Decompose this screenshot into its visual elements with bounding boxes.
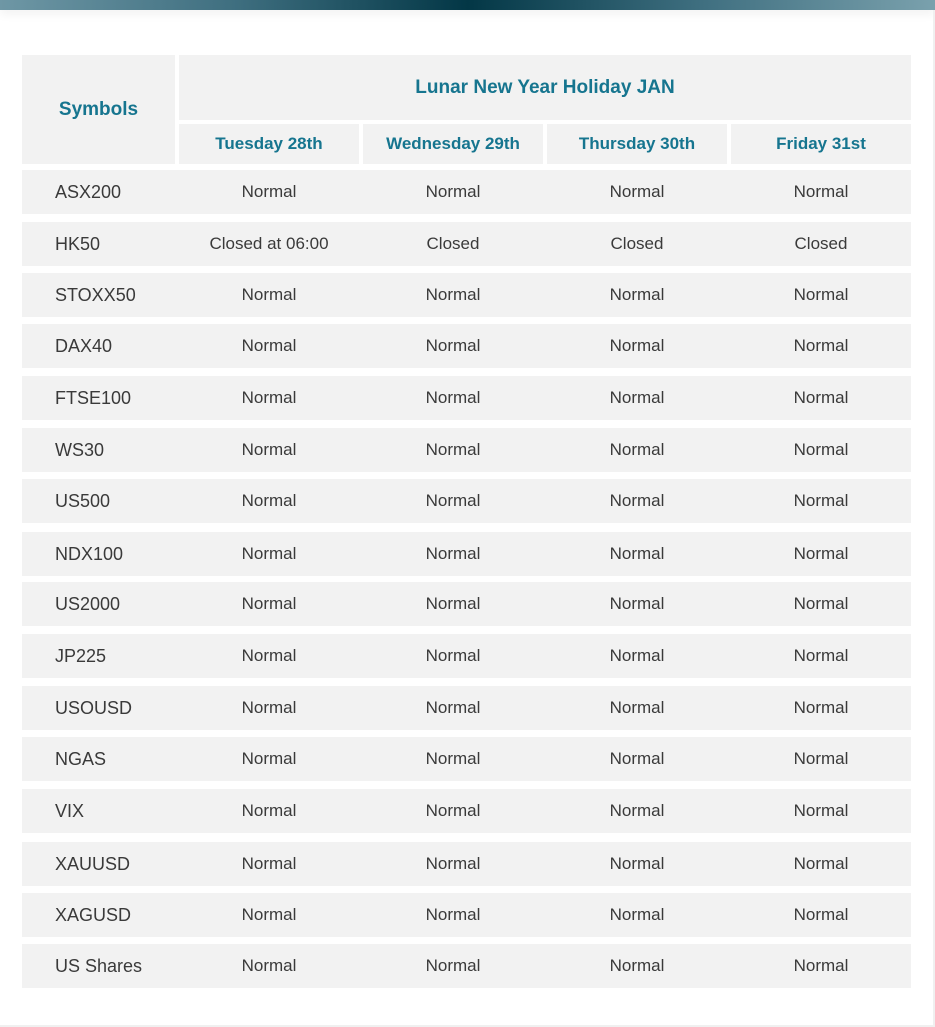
status-cell: Normal — [425, 594, 481, 613]
symbol-cell: USOUSD — [55, 697, 133, 718]
symbol-cell: STOXX50 — [55, 284, 136, 305]
status-cell: Normal — [425, 801, 481, 820]
symbol-cell: NDX100 — [55, 543, 124, 564]
symbol-cell: HK50 — [55, 233, 101, 254]
status-cell: Normal — [793, 749, 849, 768]
status-cell: Normal — [609, 801, 665, 820]
status-cell: Normal — [241, 285, 297, 304]
symbol-cell: US500 — [55, 490, 111, 511]
status-cell: Closed — [610, 234, 664, 253]
status-cell: Normal — [609, 956, 665, 975]
status-cell: Normal — [793, 388, 849, 407]
status-cell: Normal — [241, 182, 297, 201]
status-cell: Normal — [241, 388, 297, 407]
status-cell: Normal — [793, 854, 849, 873]
status-cell: Normal — [793, 544, 849, 563]
table-title: Lunar New Year Holiday JAN — [179, 55, 911, 120]
status-cell: Normal — [793, 182, 849, 201]
status-cell: Closed — [794, 234, 848, 253]
symbol-cell: NGAS — [55, 748, 107, 769]
status-cell: Normal — [425, 854, 481, 873]
status-cell: Normal — [241, 905, 297, 924]
status-cell: Normal — [425, 388, 481, 407]
status-cell: Normal — [425, 491, 481, 510]
status-cell: Normal — [609, 594, 665, 613]
status-cell: Normal — [793, 440, 849, 459]
status-cell: Normal — [425, 182, 481, 201]
day-header-wednesday: Wednesday 29th — [363, 124, 543, 164]
status-cell: Closed at 06:00 — [209, 234, 329, 253]
status-cell: Normal — [241, 594, 297, 613]
status-cell: Normal — [609, 182, 665, 201]
status-cell: Normal — [241, 544, 297, 563]
status-cell: Normal — [241, 646, 297, 665]
status-cell: Normal — [425, 749, 481, 768]
status-cell: Normal — [793, 646, 849, 665]
symbol-cell: US Shares — [55, 955, 143, 976]
status-cell: Normal — [793, 698, 849, 717]
symbol-cell: FTSE100 — [55, 387, 132, 408]
status-cell: Normal — [793, 905, 849, 924]
status-cell: Normal — [793, 285, 849, 304]
status-cell: Normal — [425, 905, 481, 924]
status-cell: Normal — [793, 594, 849, 613]
status-cell: Normal — [609, 698, 665, 717]
symbol-cell: XAGUSD — [55, 904, 132, 925]
symbol-cell: US2000 — [55, 593, 121, 614]
status-cell: Closed — [426, 234, 480, 253]
status-cell: Normal — [241, 956, 297, 975]
status-cell: Normal — [609, 285, 665, 304]
status-cell: Normal — [793, 801, 849, 820]
symbol-cell: DAX40 — [55, 335, 113, 356]
status-cell: Normal — [793, 336, 849, 355]
status-cell: Normal — [241, 336, 297, 355]
status-cell: Normal — [609, 905, 665, 924]
symbols-header: Symbols — [22, 55, 175, 164]
symbol-cell: WS30 — [55, 439, 105, 460]
status-cell: Normal — [241, 491, 297, 510]
status-cell: Normal — [425, 544, 481, 563]
status-cell: Normal — [425, 646, 481, 665]
status-cell: Normal — [609, 854, 665, 873]
status-cell: Normal — [425, 440, 481, 459]
status-cell: Normal — [793, 956, 849, 975]
status-cell: Normal — [241, 854, 297, 873]
status-cell: Normal — [609, 491, 665, 510]
status-cell: Normal — [241, 801, 297, 820]
status-cell: Normal — [425, 285, 481, 304]
status-cell: Normal — [793, 491, 849, 510]
status-cell: Normal — [425, 698, 481, 717]
status-cell: Normal — [609, 388, 665, 407]
day-header-friday: Friday 31st — [731, 124, 911, 164]
status-cell: Normal — [609, 336, 665, 355]
status-cell: Normal — [241, 698, 297, 717]
status-cell: Normal — [241, 749, 297, 768]
symbol-cell: ASX200 — [55, 181, 122, 202]
status-cell: Normal — [241, 440, 297, 459]
symbol-cell: JP225 — [55, 645, 107, 666]
day-header-thursday: Thursday 30th — [547, 124, 727, 164]
day-header-tuesday: Tuesday 28th — [179, 124, 359, 164]
status-cell: Normal — [425, 956, 481, 975]
status-cell: Normal — [609, 544, 665, 563]
symbol-cell: VIX — [55, 800, 85, 821]
status-cell: Normal — [609, 749, 665, 768]
status-cell: Normal — [425, 336, 481, 355]
symbol-cell: XAUUSD — [55, 853, 131, 874]
status-cell: Normal — [609, 646, 665, 665]
top-gradient-bar — [0, 0, 935, 10]
status-cell: Normal — [609, 440, 665, 459]
